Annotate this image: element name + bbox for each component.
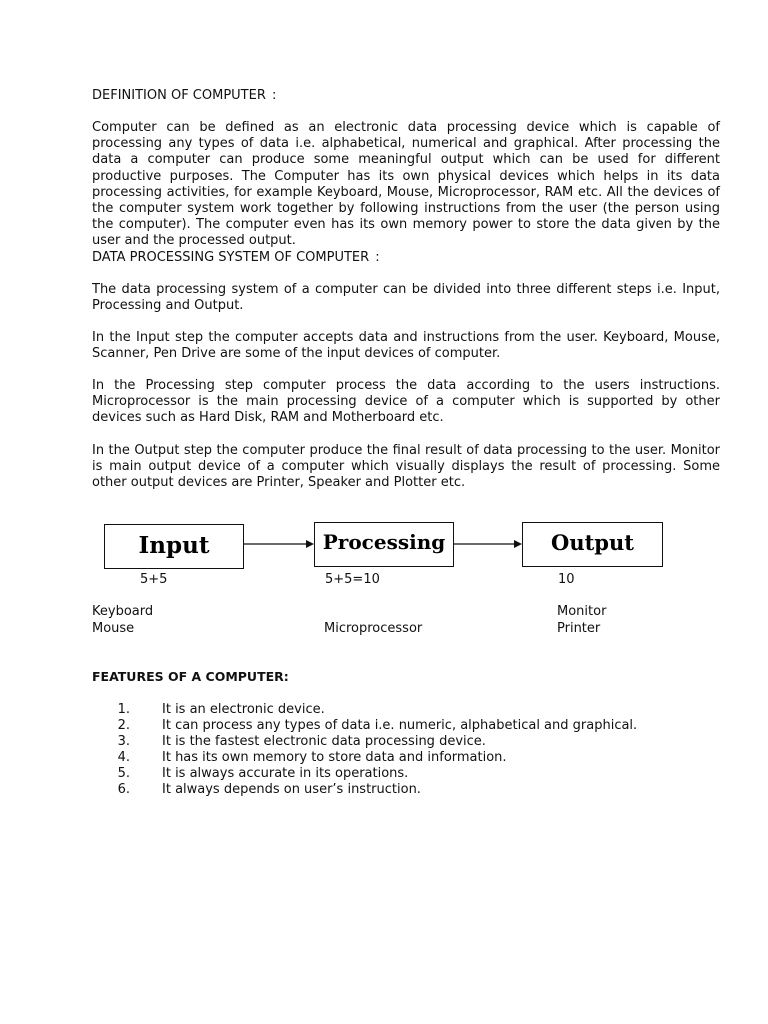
data-processing-heading — [92, 250, 380, 266]
data-processing-heading-text: DATA PROCESSING SYSTEM OF COMPUTER — [92, 250, 370, 265]
output-step-paragraph: In the Output step the computer produce the final result of data processing to the user. Monitor is main output device of a computer which visually displays the result of processing. Some other output devices are Printer, Speaker and Plotter etc. — [92, 443, 720, 491]
list-item-number: 1. — [117, 702, 130, 717]
list-item — [0, 734, 700, 750]
input-example: 5+5 — [140, 572, 168, 587]
output-box — [522, 522, 663, 567]
arrow-processing-to-output-icon — [454, 536, 524, 552]
processing-device-microprocessor: Microprocessor — [324, 621, 423, 636]
list-item — [0, 750, 700, 766]
data-processing-intro: The data processing system of a computer can be divided into three different steps i.e. Input, Processing and Output. — [92, 282, 720, 314]
arrow-input-to-processing-icon — [244, 536, 316, 552]
input-box-label: Input — [138, 532, 210, 559]
output-example: 10 — [558, 572, 575, 587]
processing-box — [314, 522, 454, 567]
processing-step-paragraph: In the Processing step computer process the data according to the users instructions. Microprocessor is the main processing device of a computer which is supported by other devices such as Hard Disk, RAM and Motherboard etc. — [92, 378, 720, 426]
features-heading: FEATURES OF A COMPUTER: — [92, 669, 289, 684]
list-item — [0, 718, 700, 734]
definition-paragraph: Computer can be defined as an electronic data processing device which is capable of processing any types of data i.e. alphabetical, numerical and graphical. After processing the data a computer can produce some meaningful output which can be used for different productive purposes. The Computer has its own physical devices which helps in its data processing activities, for example Keyboard, Mouse, Microprocessor, RAM etc. All the devices of the computer system work together by following instructions from the user (the person using the computer). The computer even has its own memory power to store the data given by the user and the processed output. — [92, 120, 720, 249]
definition-heading — [92, 88, 276, 104]
list-item-number: 6. — [117, 782, 130, 797]
list-item-number: 2. — [117, 718, 130, 733]
list-item-text: It can process any types of data i.e. numeric, alphabetical and graphical. — [162, 718, 638, 733]
list-item-text: It has its own memory to store data and information. — [162, 750, 507, 765]
data-processing-heading-colon: : — [375, 250, 380, 265]
list-item — [0, 782, 700, 798]
list-item — [0, 702, 700, 718]
list-item-text: It is an electronic device. — [162, 702, 325, 717]
input-device-mouse: Mouse — [92, 621, 135, 636]
input-step-paragraph: In the Input step the computer accepts data and instructions from the user. Keyboard, Mouse, Scanner, Pen Drive are some of the input devices of computer. — [92, 330, 720, 362]
processing-example: 5+5=10 — [325, 572, 380, 587]
processing-box-label: Processing — [322, 530, 446, 554]
output-box-label: Output — [551, 530, 634, 555]
list-item-text: It is the fastest electronic data processing device. — [162, 734, 486, 749]
output-device-printer: Printer — [557, 621, 601, 636]
input-box — [104, 524, 244, 569]
list-item-text: It is always accurate in its operations. — [162, 766, 409, 781]
list-item-number: 5. — [117, 766, 130, 781]
list-item-number: 4. — [117, 750, 130, 765]
input-device-keyboard: Keyboard — [92, 604, 154, 619]
list-item-text: It always depends on user’s instruction. — [162, 782, 421, 797]
definition-heading-text: DEFINITION OF COMPUTER — [92, 88, 266, 103]
output-device-monitor: Monitor — [557, 604, 607, 619]
definition-heading-colon: : — [272, 88, 277, 103]
features-list — [0, 702, 768, 812]
list-item — [0, 766, 700, 782]
list-item-number: 3. — [117, 734, 130, 749]
